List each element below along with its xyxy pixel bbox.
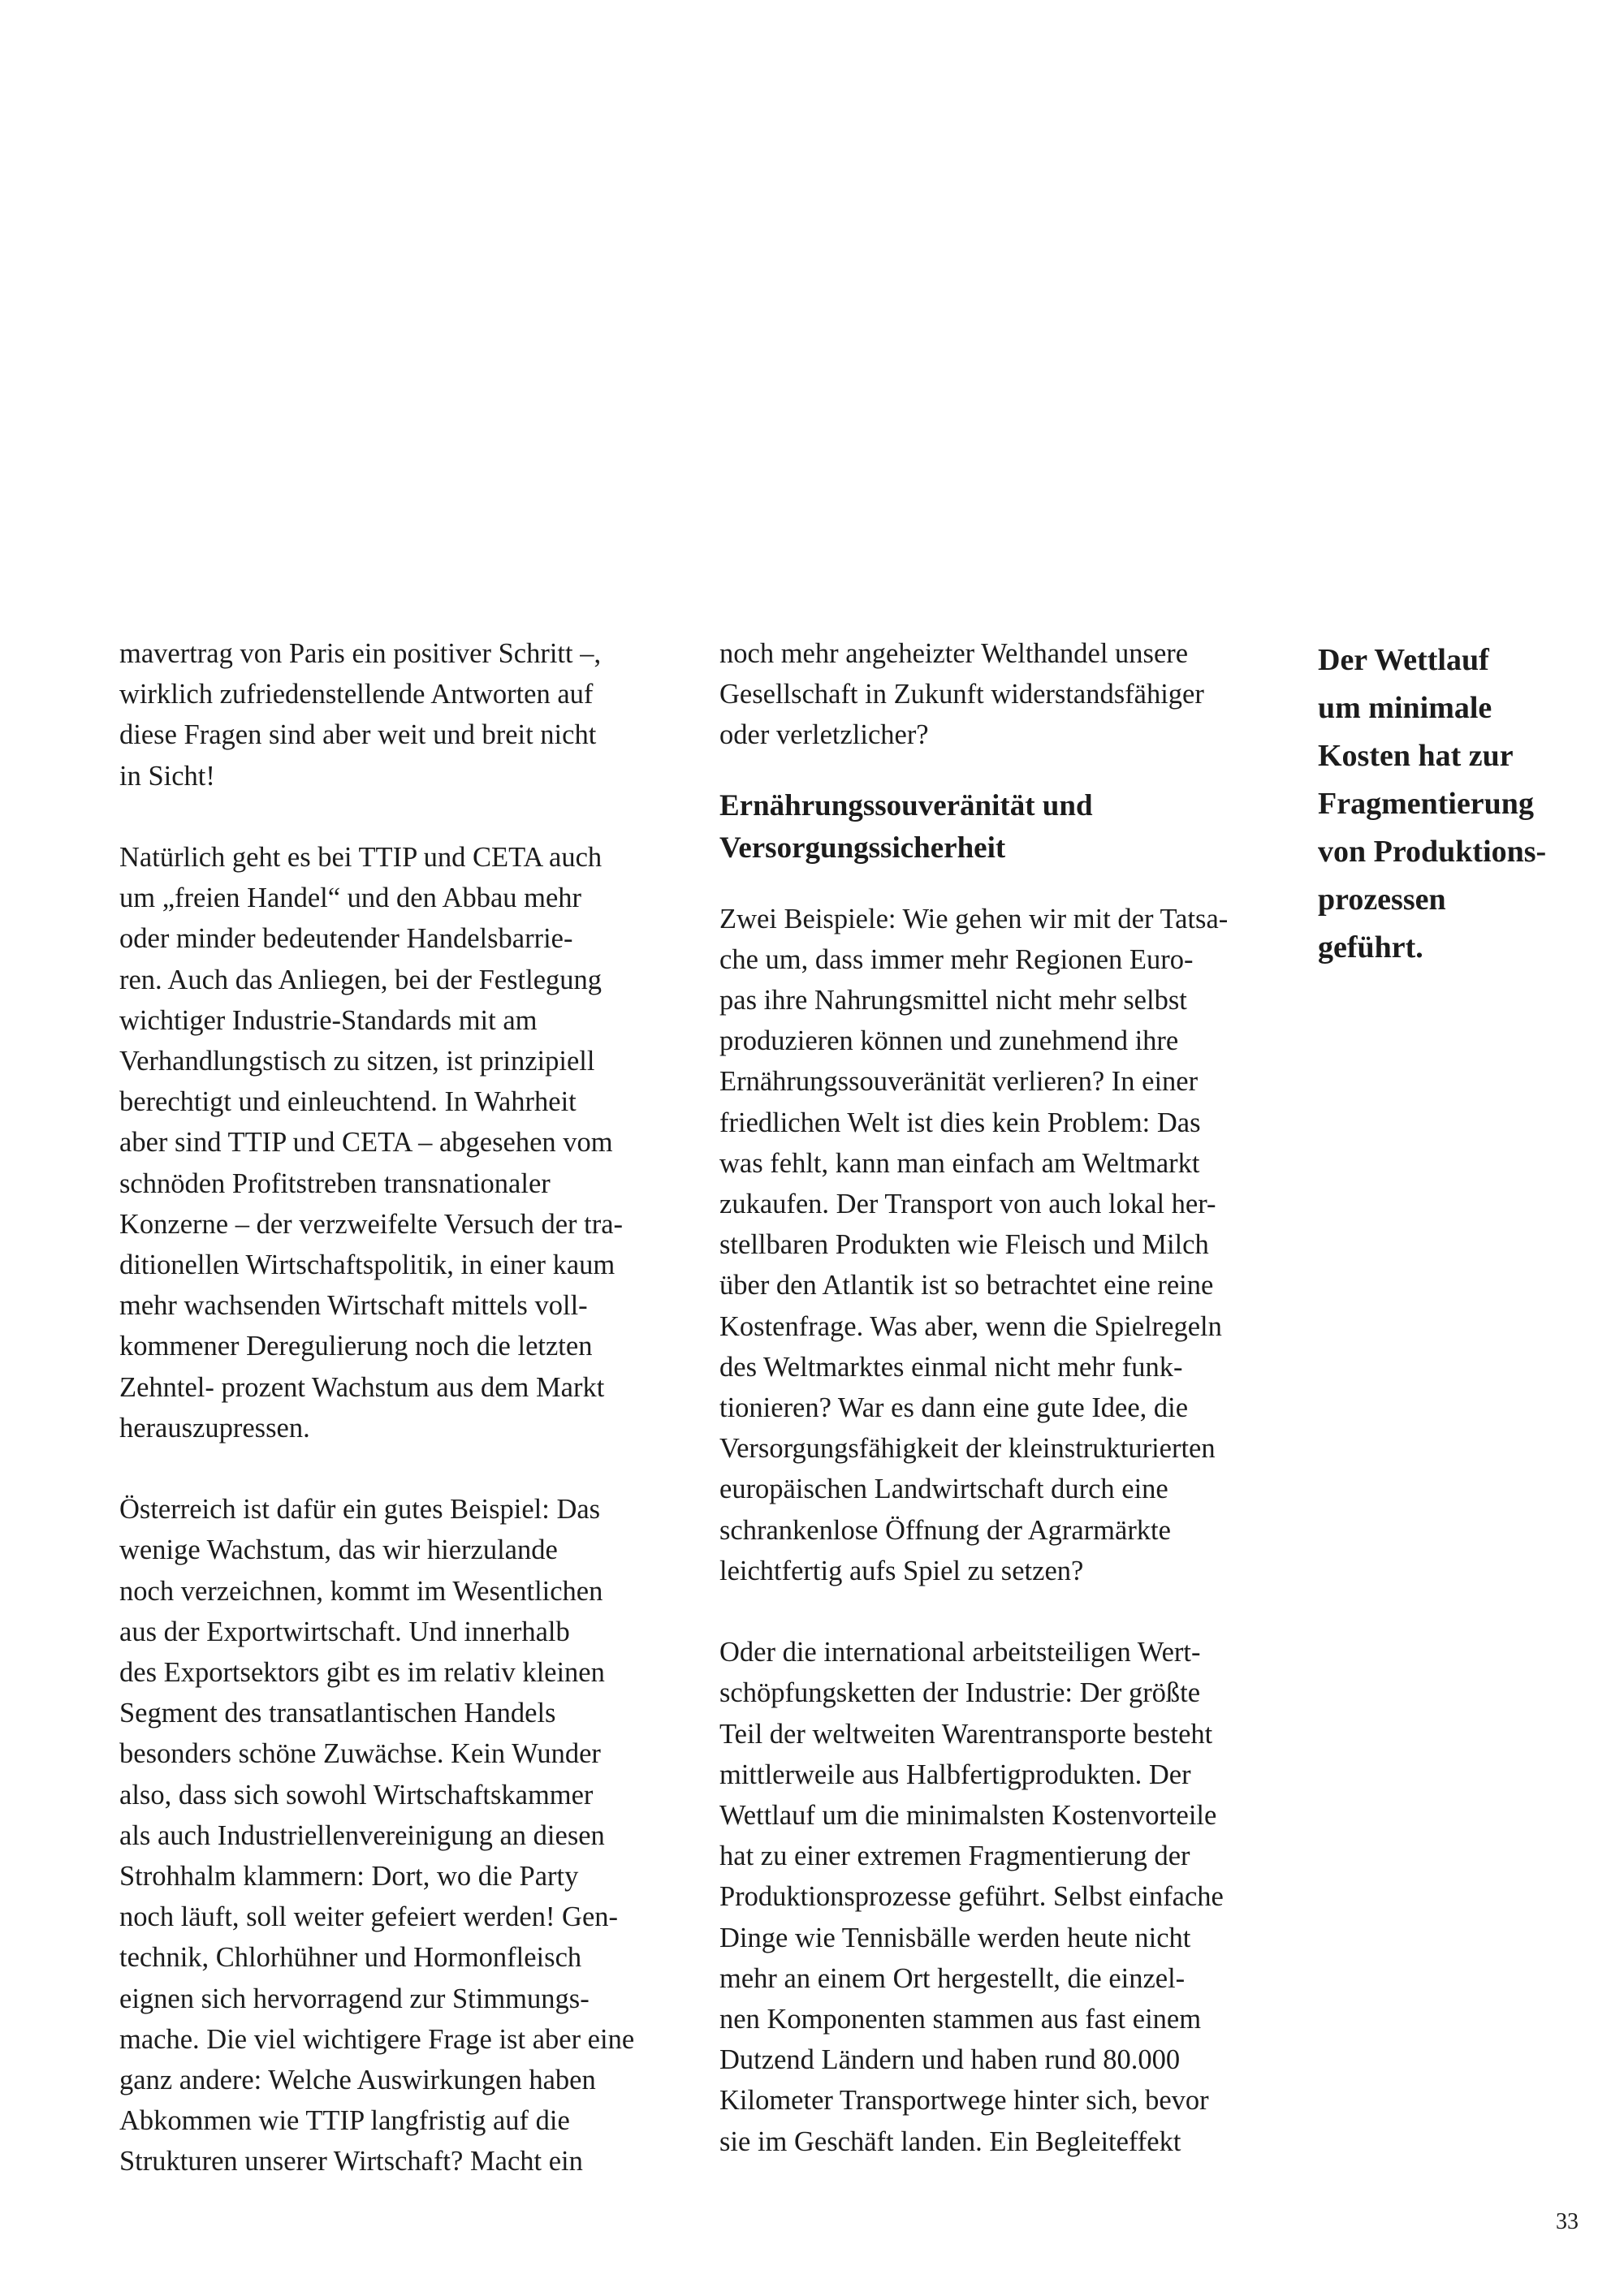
pull-quote-line: Kosten hat zur — [1318, 739, 1514, 773]
paragraph-spacer — [119, 796, 688, 837]
text-line: herauszupressen. — [119, 1412, 310, 1444]
text-line: wenige Wachstum, das wir hierzulande — [119, 1534, 558, 1566]
text-line: mittlerweile aus Halbfertigprodukten. Der — [719, 1759, 1191, 1790]
text-line: diese Fragen sind aber weit und breit nicht — [119, 719, 597, 751]
section-spacer — [719, 870, 1296, 899]
text-line: Verhandlungstisch zu sitzen, ist prinzipiell — [119, 1046, 595, 1077]
text-line: mache. Die viel wichtigere Frage ist aber eine — [119, 2023, 635, 2055]
text-line: was fehlt, kann man einfach am Weltmarkt — [719, 1147, 1200, 1179]
text-line: in Sicht! — [119, 760, 215, 792]
text-line: um „freien Handel“ und den Abbau mehr — [119, 883, 582, 914]
left-column — [119, 633, 688, 2182]
paragraph-spacer — [119, 1448, 688, 1489]
text-line: noch läuft, soll weiter gefeiert werden! Gen- — [119, 1901, 619, 1933]
text-line: Teil der weltweiten Warentransporte besteht — [719, 1718, 1213, 1750]
text-line: des Exportsektors gibt es im relativ kleinen — [119, 1657, 605, 1689]
text-line: sie im Geschäft landen. Ein Begleiteffekt — [719, 2126, 1181, 2157]
text-line: schnöden Profitstreben transnationaler — [119, 1167, 551, 1199]
pull-quote-line: Der Wettlauf — [1318, 643, 1489, 677]
text-line: Versorgungsfähigkeit der kleinstrukturierten — [719, 1433, 1216, 1465]
heading-line: Versorgungssicherheit — [719, 831, 1006, 865]
text-line: europäischen Landwirtschaft durch eine — [719, 1474, 1168, 1505]
text-line: schrankenlose Öffnung der Agrarmärkte — [719, 1514, 1171, 1546]
heading-line: Ernährungssouveränität und — [719, 788, 1093, 822]
pull-quote-line: prozessen — [1318, 883, 1446, 917]
text-line: Segment des transatlantischen Handels — [119, 1698, 556, 1729]
text-line: wichtiger Industrie-Standards mit am — [119, 1004, 538, 1036]
section-spacer — [719, 756, 1296, 785]
text-line: also, dass sich sowohl Wirtschaftskammer — [119, 1779, 594, 1810]
text-line: Dutzend Ländern und haben rund 80.000 — [719, 2044, 1181, 2076]
text-line: Abkommen wie TTIP langfristig auf die — [119, 2105, 570, 2137]
pull-quote — [1318, 637, 1610, 972]
text-line: Wettlauf um die minimalsten Kostenvorteile — [719, 1800, 1217, 1832]
text-line: Österreich ist dafür ein gutes Beispiel: Das — [119, 1494, 601, 1526]
text-line: mehr an einem Ort hergestellt, die einzel- — [719, 1962, 1186, 1994]
text-line: kommener Deregulierung noch die letzten — [119, 1331, 593, 1362]
text-line: Zehntel- prozent Wachstum aus dem Markt — [119, 1371, 605, 1403]
text-line: aber sind TTIP und CETA – abgesehen vom — [119, 1127, 613, 1159]
text-line: pas ihre Nahrungsmittel nicht mehr selbst — [719, 985, 1187, 1016]
text-line: oder verletzlicher? — [719, 719, 929, 751]
paragraph — [119, 633, 688, 796]
text-line: tionieren? War es dann eine gute Idee, die — [719, 1392, 1189, 1424]
paragraph — [119, 837, 688, 1448]
text-line: eignen sich hervorragend zur Stimmungs- — [119, 1983, 590, 2014]
text-line: ren. Auch das Anliegen, bei der Festlegung — [119, 964, 603, 995]
text-line: noch mehr angeheizter Welthandel unsere — [719, 638, 1189, 669]
pull-quote-line: von Produktions- — [1318, 835, 1547, 869]
pull-quote-line: um minimale — [1318, 691, 1492, 725]
text-line: berechtigt und einleuchtend. In Wahrheit — [119, 1086, 577, 1118]
pull-quote-line: Fragmentierung — [1318, 787, 1534, 821]
text-line: Gesellschaft in Zukunft widerstandsfähiger — [719, 679, 1204, 710]
text-line: Dinge wie Tennisbälle werden heute nicht — [719, 1922, 1191, 1953]
text-line: Kostenfrage. Was aber, wenn die Spielregeln — [719, 1310, 1222, 1342]
middle-column — [719, 633, 1296, 2162]
text-line: technik, Chlorhühner und Hormonfleisch — [119, 1942, 582, 1974]
text-line: besonders schöne Zuwächse. Kein Wunder — [119, 1738, 601, 1770]
paragraph — [719, 899, 1296, 1591]
text-line: Kilometer Transportwege hinter sich, bevor — [719, 2085, 1209, 2117]
text-line: schöpfungsketten der Industrie: Der größte — [719, 1677, 1201, 1709]
text-line: leichtfertig aufs Spiel zu setzen? — [719, 1555, 1084, 1586]
text-line: Ernährungssouveränität verlieren? In einer — [719, 1066, 1199, 1098]
text-line: über den Atlantik ist so betrachtet eine reine — [719, 1270, 1214, 1301]
text-line: aus der Exportwirtschaft. Und innerhalb — [119, 1616, 570, 1647]
text-line: Strohhalm klammern: Dort, wo die Party — [119, 1861, 579, 1892]
text-line: mavertrag von Paris ein positiver Schritt –, — [119, 638, 602, 669]
section-heading — [719, 785, 1296, 870]
text-line: mehr wachsenden Wirtschaft mittels voll- — [119, 1290, 588, 1322]
paragraph-spacer — [719, 1591, 1296, 1632]
text-line: nen Komponenten stammen aus fast einem — [719, 2004, 1202, 2035]
text-line: hat zu einer extremen Fragmentierung der — [719, 1841, 1190, 1872]
paragraph — [119, 1489, 688, 2182]
paragraph — [719, 1632, 1296, 2162]
text-line: che um, dass immer mehr Regionen Euro- — [719, 943, 1194, 975]
text-line: Produktionsprozesse geführt. Selbst einfache — [719, 1881, 1224, 1913]
text-line: als auch Industriellenvereinigung an diesen — [119, 1819, 605, 1851]
text-line: ditionellen Wirtschaftspolitik, in einer kaum — [119, 1249, 615, 1281]
page-number: 33 — [1556, 2209, 1579, 2234]
text-line: friedlichen Welt ist dies kein Problem: Das — [719, 1107, 1201, 1138]
text-line: Konzerne – der verzweifelte Versuch der tra- — [119, 1208, 624, 1240]
text-line: Natürlich geht es bei TTIP und CETA auch — [119, 842, 603, 873]
text-line: wirklich zufriedenstellende Antworten auf — [119, 679, 594, 710]
pull-quote-line: geführt. — [1318, 930, 1423, 965]
text-line: stellbaren Produkten wie Fleisch und Milch — [719, 1229, 1209, 1261]
text-line: noch verzeichnen, kommt im Wesentlichen — [119, 1575, 603, 1607]
text-line: des Weltmarktes einmal nicht mehr funk- — [719, 1351, 1183, 1383]
paragraph — [719, 633, 1296, 756]
text-line: ganz andere: Welche Auswirkungen haben — [119, 2065, 596, 2096]
text-line: zukaufen. Der Transport von auch lokal her- — [719, 1189, 1216, 1220]
text-line: Strukturen unserer Wirtschaft? Macht ein — [119, 2146, 583, 2177]
text-line: Zwei Beispiele: Wie gehen wir mit der Tatsa- — [719, 903, 1229, 934]
text-line: Oder die international arbeitsteiligen Wert- — [719, 1637, 1201, 1668]
text-line: oder minder bedeutender Handelsbarrie- — [119, 923, 573, 955]
text-line: produzieren können und zunehmend ihre — [719, 1025, 1179, 1057]
